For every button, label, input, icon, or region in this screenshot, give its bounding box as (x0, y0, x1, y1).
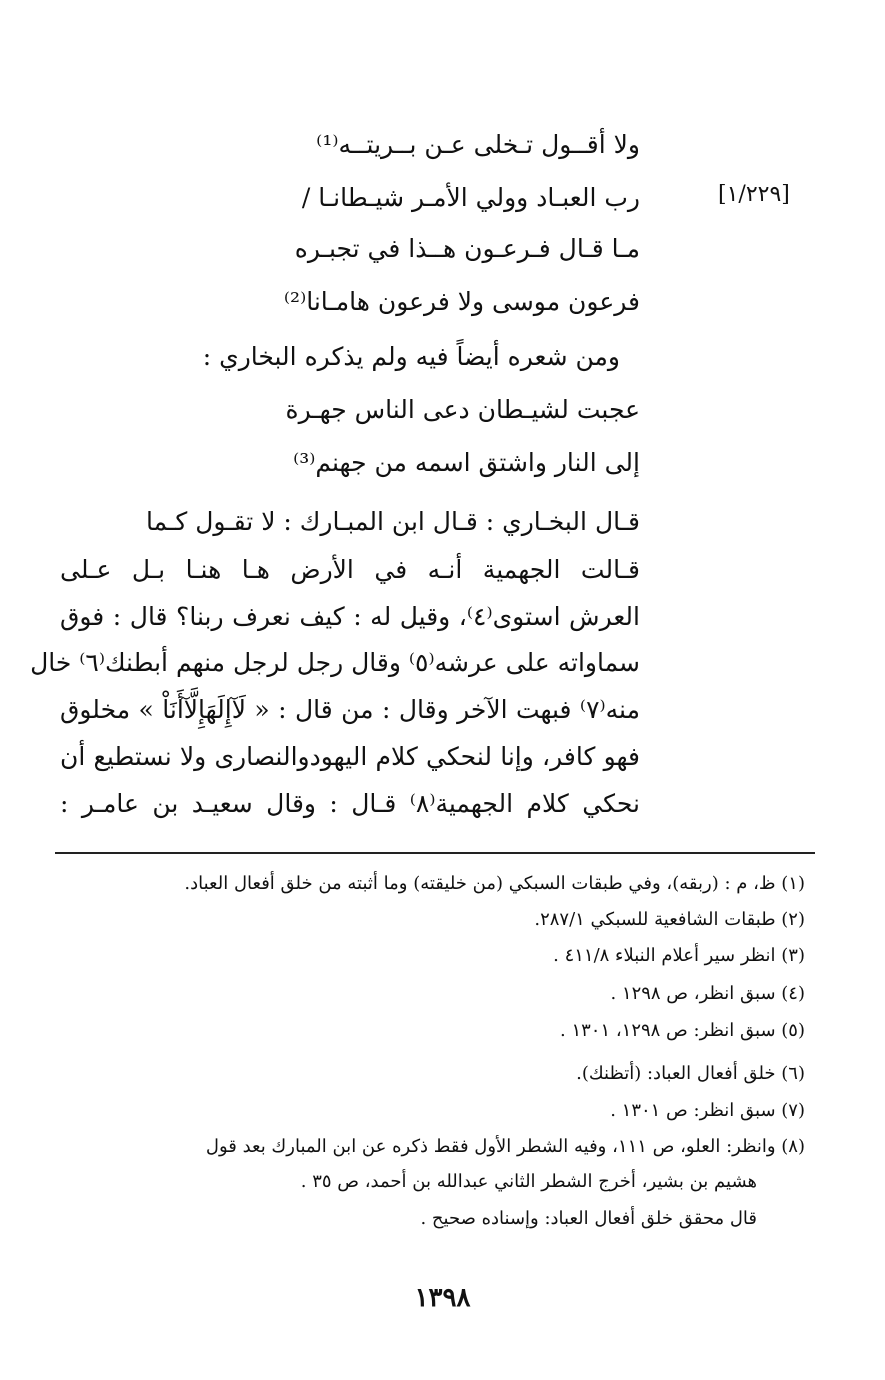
footnote-6: (٦) خلق أفعال العباد: (أتظنك). (576, 1063, 805, 1084)
margin-volume-page-marker: [١/٢٢٩] (718, 182, 790, 207)
page-number: ١٣٩٨ (414, 1283, 471, 1313)
prose-line-6: فهو كافر، وإنا لنحكي كلام اليهودوالنصارى ولا نستطيع أن (60, 742, 640, 771)
footnote-5: (٥) سبق انظر: ص ١٢٩٨، ١٣٠١ . (560, 1020, 805, 1041)
footnote-7: (٧) سبق انظر: ص ١٣٠١ . (610, 1100, 805, 1121)
verse-line-5: عجبت لشيـطان دعى الناس جهـرة (285, 395, 640, 424)
prose-line-3: العرش استوى⁽٤⁾، وقيل له : كيف نعرف ربنا؟ قال : فوق (60, 602, 640, 631)
prose-line-1: قـال البخـاري : قـال ابن المبـارك : لا تقـول كـما (146, 507, 640, 536)
footnote-8: (٨) وانظر: العلو، ص ١١١، وفيه الشطر الأول فقط ذكره عن ابن المبارك بعد قول (205, 1136, 805, 1157)
verse-line-3: مـا قـال فـرعـون هــذا في تجبـره (294, 234, 640, 263)
footnote-8-continuation-2: قال محقق خلق أفعال العباد: وإسناده صحيح . (420, 1208, 757, 1229)
footnote-1: (١) ظ، م : (ربقه)، وفي طبقات السبكي (من خليقته) وما أثبته من خلق أفعال العباد. (184, 873, 805, 894)
prose-line-2: قـالت الجهمية أنـه في الأرض هـا هنـا بـل عـلى (60, 555, 640, 584)
verse-line-1: ولا أقــول تـخلى عـن بــريتــه⁽¹⁾ (316, 130, 640, 159)
footnote-separator (55, 852, 815, 854)
footnote-8-continuation-1: هشيم بن بشير، أخرج الشطر الثاني عبدالله بن أحمد، ص ٣٥ . (300, 1171, 757, 1192)
footnote-3: (٣) انظر سير أعلام النبلاء ٤١١/٨ . (553, 945, 805, 966)
verse-line-6: إلى النار واشتق اسمه من جهنم⁽³⁾ (293, 448, 640, 477)
verse-line-2: رب العبـاد وولي الأمـر شيـطانـا / (301, 183, 640, 212)
footnote-4: (٤) سبق انظر، ص ١٢٩٨ . (610, 983, 805, 1004)
prose-line-4: سماواته على عرشه⁽٥⁾ وقال رجل لرجل منهم أبطنك⁽٦⁾ خال (30, 648, 640, 677)
prose-line-7: نحكي كلام الجهمية⁽٨⁾ قـال : وقال سعيـد بن عامـر : (60, 789, 640, 818)
intro-line: ومن شعره أيضاً فيه ولم يذكره البخاري : (202, 342, 620, 371)
verse-line-4: فرعون موسى ولا فرعون هامـانا⁽²⁾ (283, 287, 640, 316)
footnote-2: (٢) طبقات الشافعية للسبكي ٢٨٧/١. (534, 909, 805, 930)
prose-line-5: منه⁽٧⁾ فبهت الآخر وقال : من قال : « لَآإِلَهَإِلَّآأَنَاْ » مخلوق (60, 695, 640, 724)
